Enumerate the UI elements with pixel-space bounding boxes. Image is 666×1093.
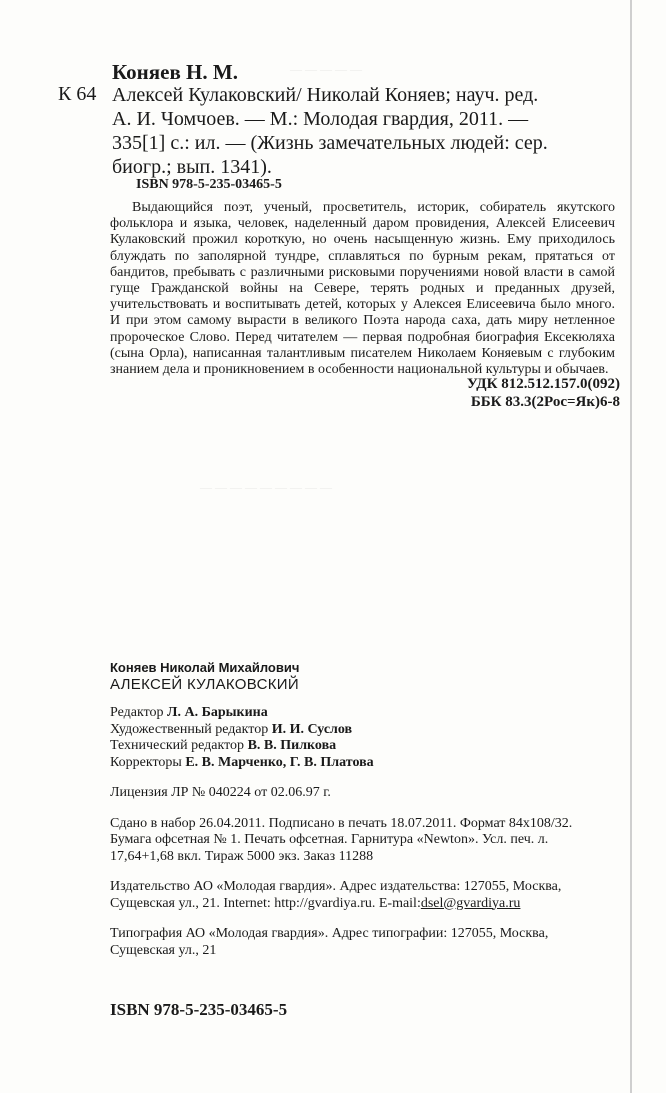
staff-name: В. В. Пилкова bbox=[247, 738, 337, 753]
publisher-email-link[interactable]: dsel@gvardiya.ru bbox=[420, 895, 521, 911]
show-through-decor: — — — — — bbox=[290, 62, 362, 76]
author-full-name: Коняев Николай Михайлович bbox=[110, 660, 300, 675]
print-info bbox=[110, 816, 620, 866]
staff-role: Корректоры bbox=[110, 754, 182, 770]
printer-line: Сущевская ул., 21 bbox=[110, 942, 217, 958]
imprint-block bbox=[110, 660, 620, 973]
annotation-text: Выдающийся поэт, ученый, просветитель, историк, собиратель якутского фольклора и языка, человек, наделенный даром провидения, Алексей Елисеевич Кулаковский прожил короткую, но очень насыщенную жизнь. Ему приходилось блуждать по заполярной тундре, сплавляться по бурным рекам, прятаться от бандитов, пребывать с различными рисковыми поручениями новой власти в самой гуще Гражданской войны на Севере, терять родных и преданных друзей, учительствовать и воспитывать детей, которых у Алексея Елисеевича было много. И при этом самому вырасти в великого Поэта народа саха, дать миру нетленное пророческое Слово. Перед читателем — первая подробная биография Ексекюляха (сына Орла), написанная талантливым писателем Николаем Коняевым с глубоким знанием дела и проникновением в особенности национальной культуры и обычаев. bbox=[110, 200, 615, 378]
bib-line: 335[1] с.: ил. — (Жизнь замечательных людей: сер. bbox=[112, 132, 548, 154]
classification-block bbox=[430, 375, 620, 411]
license-line: Лицензия ЛР № 040224 от 02.06.97 г. bbox=[110, 785, 331, 800]
staff-name: Е. В. Марченко, Г. В. Платова bbox=[185, 754, 374, 770]
print-info-line: 17,64+1,68 вкл. Тираж 5000 экз. Заказ 11288 bbox=[110, 848, 374, 864]
staff-list bbox=[110, 705, 620, 771]
publisher-line: Издательство АО «Молодая гвардия». Адрес издательства: 127055, Москва, bbox=[110, 879, 562, 894]
printer-info bbox=[110, 926, 620, 959]
book-title: АЛЕКСЕЙ КУЛАКОВСКИЙ bbox=[110, 675, 299, 693]
publisher-info bbox=[110, 879, 620, 912]
page-edge-line bbox=[630, 0, 632, 1093]
staff-role: Технический редактор bbox=[110, 738, 245, 753]
staff-row bbox=[110, 738, 620, 755]
printer-line: Типография АО «Молодая гвардия». Адрес типографии: 127055, Москва, bbox=[110, 926, 549, 941]
staff-name: И. И. Суслов bbox=[271, 721, 353, 737]
print-info-line: Сдано в набор 26.04.2011. Подписано в печать 18.07.2011. Формат 84x108/32. bbox=[110, 815, 573, 831]
isbn-header: ISBN 978-5-235-03465-5 bbox=[136, 177, 282, 192]
udk-code: УДК 812.512.157.0(092) bbox=[466, 376, 620, 392]
bib-line: биогр.; вып. 1341). bbox=[112, 156, 272, 178]
bibliographic-entry bbox=[112, 83, 612, 179]
show-through-decor: — — — — — — — — — bbox=[200, 480, 332, 494]
bib-line: А. И. Чомчоев. — М.: Молодая гвардия, 2011. — bbox=[112, 108, 529, 130]
staff-role: Редактор bbox=[110, 705, 164, 720]
bib-line: Алексей Кулаковский/ Николай Коняев; науч. ред. bbox=[112, 84, 539, 106]
staff-role: Художественный редактор bbox=[110, 721, 269, 737]
isbn-footer: ISBN 978-5-235-03465-5 bbox=[110, 1000, 288, 1019]
staff-name: Л. А. Барыкина bbox=[167, 705, 268, 720]
staff-row bbox=[110, 722, 620, 739]
library-code: К 64 bbox=[58, 83, 97, 105]
staff-row bbox=[110, 705, 620, 722]
publisher-line bbox=[110, 896, 620, 913]
staff-row bbox=[110, 755, 620, 772]
author-short: Коняев Н. М. bbox=[112, 60, 238, 84]
publisher-address: Сущевская ул., 21. Internet: http://gvardiya.ru. E-mail: bbox=[110, 895, 421, 911]
bbk-code: ББК 83.3(2Рос=Як)6-8 bbox=[470, 394, 620, 410]
print-info-line: Бумага офсетная № 1. Печать офсетная. Гарнитура «Newton». Усл. печ. л. bbox=[110, 832, 549, 847]
